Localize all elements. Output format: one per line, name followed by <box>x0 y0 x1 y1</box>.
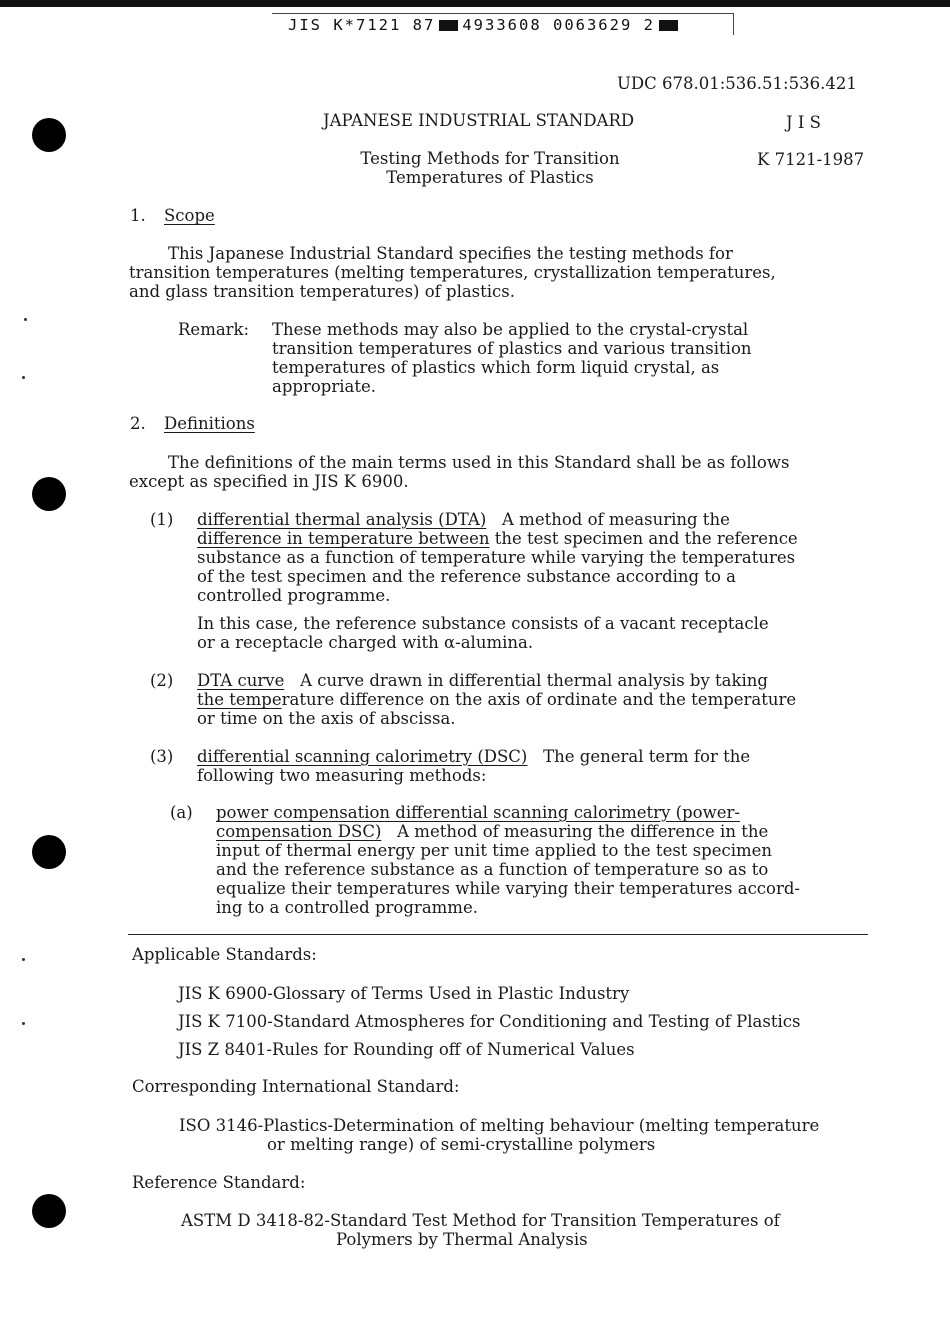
subdefinition-line: equalize their temperatures while varying their temperatures accord- <box>216 879 801 898</box>
definitions-intro-line: except as specified in JIS K 6900. <box>129 472 409 491</box>
applicable-standard: JIS K 7100-Standard Atmospheres for Conditioning and Testing of Plastics <box>178 1012 801 1031</box>
definition-text: A method of measuring the <box>502 510 730 529</box>
title-line-2: Temperatures of Plastics <box>386 168 594 187</box>
punch-hole <box>32 118 66 152</box>
definition-note-line: or a receptacle charged with α-alumina. <box>197 633 534 652</box>
section-heading-scope: Scope <box>164 206 215 225</box>
definition-number: (2) <box>150 671 174 690</box>
punch-hole <box>32 1194 66 1228</box>
definition-line: of the test specimen and the reference substance according to a <box>197 567 737 586</box>
reference-standard-label: Reference Standard: <box>132 1173 306 1192</box>
definition-dta-curve-line-1 <box>197 671 768 690</box>
definition-term: DTA curve <box>197 671 285 690</box>
definition-dsc-line-1 <box>197 747 750 766</box>
scan-speck <box>22 958 25 961</box>
standard-number: K 7121-1987 <box>757 150 865 169</box>
definition-line: or time on the axis of abscissa. <box>197 709 456 728</box>
punch-hole <box>32 477 66 511</box>
footer-divider <box>128 934 868 935</box>
definition-text: The general term for the <box>543 747 751 766</box>
scan-top-border <box>0 0 950 7</box>
subdefinition-term: power compensation differential scanning calorimetry (power- <box>216 803 740 822</box>
scope-line: and glass transition temperatures) of plastics. <box>129 282 516 301</box>
remark-line: transition temperatures of plastics and various transition <box>272 339 752 358</box>
scan-speck <box>22 1022 25 1025</box>
definition-term: differential thermal analysis (DTA) <box>197 510 487 529</box>
section-heading-definitions: Definitions <box>164 414 255 433</box>
definition-dta-line-2 <box>197 529 798 548</box>
remark-line: appropriate. <box>272 377 376 396</box>
jis-label: J I S <box>786 113 821 132</box>
standard-name: JAPANESE INDUSTRIAL STANDARD <box>323 111 635 130</box>
black-block-mark <box>439 20 458 31</box>
section-number: 2. <box>130 414 146 433</box>
definition-number: (3) <box>150 747 174 766</box>
definition-term: difference in temperature between <box>197 529 490 548</box>
definitions-intro-line: The definitions of the main terms used in this Standard shall be as follows <box>168 453 790 472</box>
definition-term: the tempe <box>197 690 282 709</box>
applicable-standards-label: Applicable Standards: <box>132 945 317 964</box>
remark-line: These methods may also be applied to the crystal-crystal <box>272 320 749 339</box>
title-line-1: Testing Methods for Transition <box>360 149 620 168</box>
black-block-mark <box>659 20 678 31</box>
applicable-standard: JIS K 6900-Glossary of Terms Used in Plastic Industry <box>178 984 630 1003</box>
reference-standard-line: Polymers by Thermal Analysis <box>336 1230 588 1249</box>
subdefinition-term: compensation DSC) <box>216 822 382 841</box>
remark-line: temperatures of plastics which form liquid crystal, as <box>272 358 720 377</box>
code-left: JIS K*7121 87 <box>288 16 436 34</box>
scan-speck <box>24 318 27 321</box>
punch-hole <box>32 835 66 869</box>
remark-label: Remark: <box>178 320 250 339</box>
document-code-header <box>272 13 734 35</box>
subdefinition-line-2 <box>216 822 768 841</box>
section-number: 1. <box>130 206 146 225</box>
subdefinition-line: and the reference substance as a function of temperature so as to <box>216 860 769 879</box>
reference-standard-line: ASTM D 3418-82-Standard Test Method for Transition Temperatures of <box>181 1211 780 1230</box>
scope-line: This Japanese Industrial Standard specifies the testing methods for <box>168 244 733 263</box>
applicable-standard: JIS Z 8401-Rules for Rounding off of Numerical Values <box>178 1040 635 1059</box>
subdefinition-number: (a) <box>170 803 193 822</box>
definition-term: differential scanning calorimetry (DSC) <box>197 747 528 766</box>
definition-line: substance as a function of temperature while varying the temperatures <box>197 548 796 567</box>
definition-dta-line-1 <box>197 510 730 529</box>
definition-line: controlled programme. <box>197 586 391 605</box>
corresponding-standard-line: or melting range) of semi-crystalline polymers <box>267 1135 656 1154</box>
definition-text: rature difference on the axis of ordinate and the temperature <box>281 690 797 709</box>
scan-speck <box>22 376 25 379</box>
definition-line: following two measuring methods: <box>197 766 487 785</box>
corresponding-standard-line: ISO 3146-Plastics-Determination of melting behaviour (melting temperature <box>179 1116 820 1135</box>
definition-text: A curve drawn in differential thermal analysis by taking <box>300 671 768 690</box>
subdefinition-line: input of thermal energy per unit time applied to the test specimen <box>216 841 773 860</box>
subdefinition-line: ing to a controlled programme. <box>216 898 478 917</box>
definition-text: A method of measuring the difference in the <box>397 822 769 841</box>
code-mid: 4933608 0063629 2 <box>462 16 655 34</box>
definition-number: (1) <box>150 510 174 529</box>
scope-line: transition temperatures (melting temperatures, crystallization temperatures, <box>129 263 776 282</box>
definition-dta-curve-line-2 <box>197 690 796 709</box>
corresponding-standard-label: Corresponding International Standard: <box>132 1077 460 1096</box>
udc-number: UDC 678.01:536.51:536.421 <box>617 74 857 93</box>
definition-note-line: In this case, the reference substance consists of a vacant receptacle <box>197 614 769 633</box>
definition-text: the test specimen and the reference <box>494 529 798 548</box>
